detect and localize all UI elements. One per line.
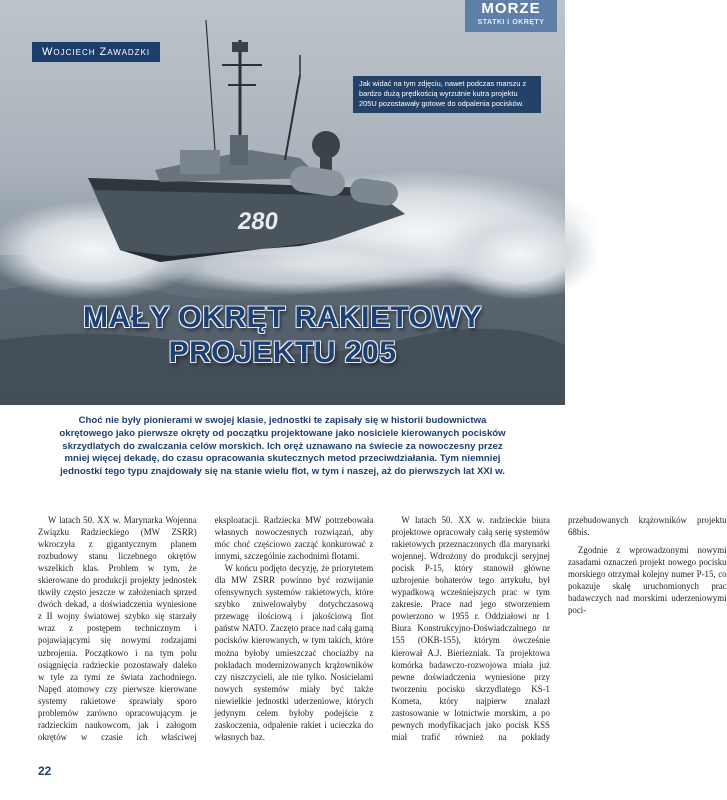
article-lead: Choć nie były pionierami w swojej klasie, jednostki te zapisały się w historii budownictwa okrętowego jako pierwsze okręty od początku projektowane jako nosiciele kierowanych pocisków skrzydlatych do zwalczania celów morskich. Ich oręż uznawano na świecie za nowoczesny przez mniej więcej dekadę, do czasu opracowania skutecznych metod przeciwdziałania. Tym niemniej jednostki tego typu znajdowały się na stanie wielu flot, w tym i naszej, aż do pierwszych lat XXI w. (0, 405, 565, 495)
page-number: 22 (38, 764, 52, 778)
logo-main: MORZE (481, 0, 541, 17)
article-body (38, 514, 727, 754)
body-paragraph: Zgodnie z wprowadzonymi nowymi zasadami oznaczeń projekt nowego pocisku morskiego otrzymał kolejny numer P-15, co pokazuje skalę uruchomionych prac badawczych nad morskimi uderzeniowymi poci- (567, 545, 727, 616)
title-line-2: PROJEKTU 205 (168, 336, 397, 369)
logo-sub: STATKI I OKRĘTY (477, 19, 545, 26)
magazine-logo (465, 0, 557, 32)
body-paragraph: W latach 50. XX w. radzieckie biura projektowe opracowały całą serię systemów rakietowych przeznaczonych dla marynarki wojennej. Wdrożony do produkcji seryjnej pocisk P-15, który stanowił główne uzbrojenie bohaterów tego artykułu, był wypadkową wcześniejszych prac w tym zakresie. Prace nad jego stworzeniem powierzono w 1955 r. Oddziałowi nr 1 Biura Konstrukcyjno-Doświadczalnego nr 155 (OKB-155), którym ówcześnie kierował A.J. Bieriezniak. Ta projektowa komórka badawczo-rozwojowa miała już pewne doświadczenia wyniesione przy tworzeniu pocisku skrzydlatego KS-1 Kometa, który najpierw znalazł zastosowanie w lotnictwie morskim, a po pewnych modyfikacjach jako pocisk KSS miał trafić również na pokłady przebudowanych krążowników projektu 68bis. (391, 515, 727, 742)
author-label: Wojciech Zawadzki (32, 42, 160, 62)
photo-caption: Jak widać na tym zdjęciu, nawet podczas marszu z bardzo dużą prędkością wyrzutnie kutra projektu 205U pozostawały gotowe do odpalenia pocisków. (353, 76, 541, 113)
hull-number: 280 (236, 208, 281, 235)
title-line-1: MAŁY OKRĘT RAKIETOWY (83, 301, 482, 334)
body-paragraph: W latach 50. XX w. Marynarka Wojenna Związku Radzieckiego (MW ZSRR) wkroczyła z gigantycznym planem rozbudowy stanu liczebnego okrętów wszelkich klas. Problem w tym, że skierowane do produkcji projekty jednostek tkwiły często jeszcze w założeniach sprzed dwóch dekad, a doświadczenia wyniesione z II wojny światowej szybko się starzały wraz z postępem technicznym i pojawiającymi się nowymi rodzajami uzbrojenia. Początkowo i na tym polu osiągnięcia radzieckie pozostawały daleko w tyle za tymi ze świata zachodniego. Napęd atomowy czy pierwsze kierowane systemy rakietowe sprawiały sporo problemów zarówno opracowującym je radzieckim naukowcom, jak i załogom okrętów w czasie ich właściwej eksploatacji. Radziecka MW potrzebowała własnych nowoczesnych rozwiązań, aby móc choć częściowo zacząć konkurować z innymi, szczególnie zachodnimi flotami. (38, 515, 374, 742)
body-paragraph: W końcu podjęto decyzję, że priorytetem dla MW ZSRR powinno być rozwijanie ofensywnych systemów rakietowych, które szybko zniwelowałyby dotychczasową przewagę ilościową i jakościową flot państw NATO. Zaczęto prace nad całą gamą pocisków kierowanych, w tym takich, które można byłoby umieszczać chociażby na pokładach modernizowanych krążowników czy niszczycieli, ale nie tylko. Nosicielami nowych systemów miały być także niewielkie jednostki uderzeniowe, których jedynym celem byłoby podejście z zaskoczenia, odpalenie rakiet i ucieczka do własnych baz. (214, 563, 374, 742)
hero-photo (0, 0, 565, 405)
article-title (0, 300, 565, 370)
